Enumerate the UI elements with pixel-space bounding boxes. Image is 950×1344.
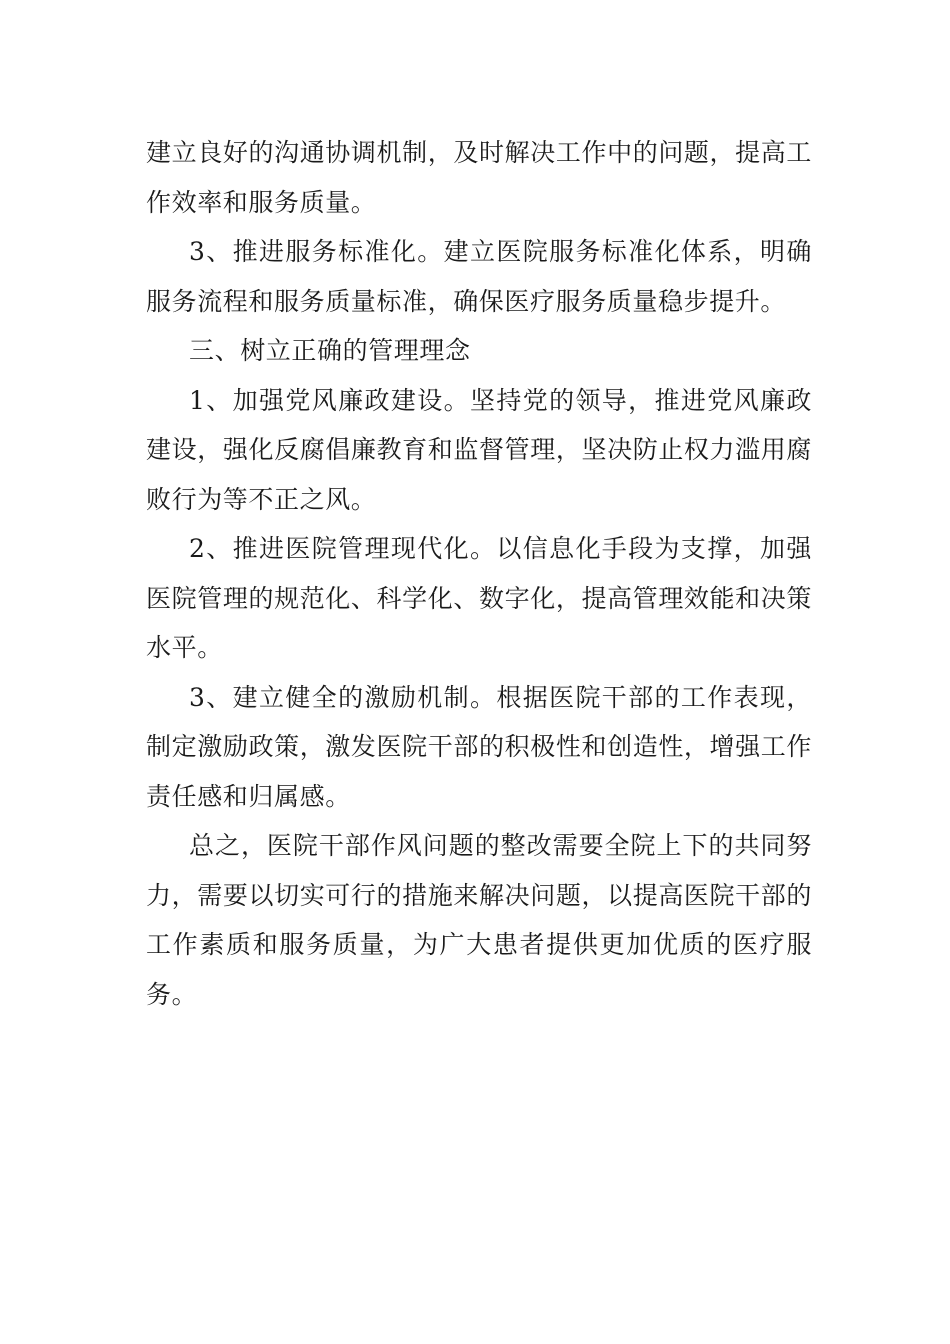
paragraph-party-integrity: 1、加强党风廉政建设。坚持党的领导，推进党风廉政建设，强化反腐倡廉教育和监督管理，坚决防止权力滥用腐败行为等不正之风。 — [146, 385, 812, 514]
paragraph-management-modernization: 2、推进医院管理现代化。以信息化手段为支撑，加强医院管理的规范化、科学化、数字化，提高管理效能和决策水平。 — [146, 534, 812, 662]
document-body — [146, 128, 812, 1019]
paragraph-conclusion: 总之，医院干部作风问题的整改需要全院上下的共同努力，需要以切实可行的措施来解决问题，以提高医院干部的工作素质和服务质量，为广大患者提供更加优质的医疗服务。 — [146, 831, 812, 1009]
section-heading-management-concept: 三、树立正确的管理理念 — [189, 336, 471, 365]
paragraph-service-standardization: 3、推进服务标准化。建立医院服务标准化体系，明确服务流程和服务质量标准，确保医疗服务质量稳步提升。 — [146, 237, 812, 316]
paragraph-continuation: 建立良好的沟通协调机制，及时解决工作中的问题，提高工作效率和服务质量。 — [146, 138, 812, 217]
paragraph-incentive-mechanism: 3、建立健全的激励机制。根据医院干部的工作表现，制定激励政策，激发医院干部的积极性和创造性，增强工作责任感和归属感。 — [146, 682, 812, 811]
